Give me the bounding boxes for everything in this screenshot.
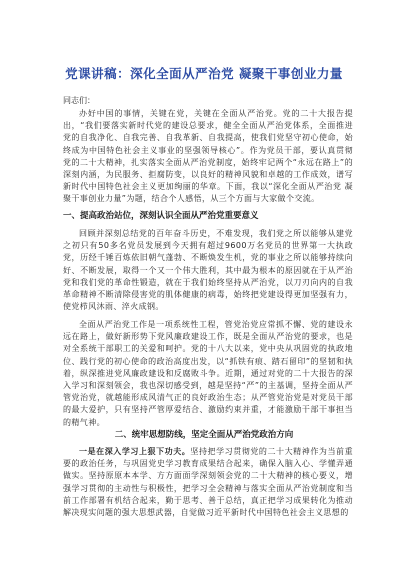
section2-paragraph-1 [63, 446, 353, 519]
section-heading-2: 二、统牢思想防线，坚定全面从严治党政治方向 [114, 430, 294, 440]
section1-paragraph-1: 回顾并深刻总结党的百年奋斗历史，不难发现，我们党之所以能够从建党之初只有50多名党员发展到今天拥有超过9600万名党员的世界第一大执政党，历经千锤百炼依旧朝气蓬勃、不断焕发生机，党的事业之所以能够持续向好、不断发展，取得一个又一个伟大胜利，其中最为根本的原因就在于从严治党和我们党的革命性锻造，就在于我们始终坚持从严治党，以刀刃向内的自我革命精神不断清除侵害党的肌体健康的病毒，始终把党建设得更加坚强有力，使党栉风沐雨、淬火成钢。 [63, 229, 353, 312]
section1-paragraph-2: 全面从严治党工作是一项系统性工程，管党治党应常抓不懈、党的建设永远在路上，做好新形势下党风廉政建设工作，既是全面从严治党的要求，也是对全系统干部职工的关爱和呵护。党的十八大以来，党中央从巩固党的执政地位、践行党的初心使命的政治高度出发，以“抓铁有痕、踏石留印”的坚韧和执着，纵深推进党风廉政建设和反腐败斗争。近期，通过对党的二十大报告的深入学习和深刻领会，我也深切感受到，越是坚持“严”的主基调，坚持全面从严管党治党，就越能形成风清气正的良好政治生态；从严管党治党是对党员干部的最大爱护，只有坚持严管厚爱结合、激励约束并重，才能激励干部干事担当的精气神。 [63, 320, 353, 427]
intro-paragraph: 办好中国的事情，关键在党，关键在全面从严治党。党的二十大报告提出，“我们要落实新时代党的建设总要求，健全全面从严治党体系，全面推进党的自我净化、自我完善、自我革新、自我提高，使我们党坚守初心使命，始终成为中国特色社会主义事业的坚强领导核心”。作为党员干部，要认真贯彻党的二十大精神，扎实落实全面从严治党制度，始终牢记两个“永远在路上”的深刻内涵，为民服务、拒腐防变，以良好的精神风貌和卓越的工作成效，谱写新时代中国特色社会主义更加绚丽的华章。下面，我以“深化全面从严治党 凝聚干事创业力量”为题，结合个人感悟，从三个方面与大家做个交流。 [63, 109, 353, 204]
section2-body: 为当前重要的政治任务，与巩固党史学习教育成果结合起来，确保入脑入心、学懂弄通做实。坚持原原本本学、方方面面学深刻领会党的二十大精神的核心要义，增强学习贯彻的主动性与积极性，把学习全会精神与落实全面从严治党制度和当前工作部署有机结合起来，勤于思考、善于总结，真正把学习成果转化为推动解决现实问题的强大思想武器，自觉做习近平新时代中国特色社会主义思想的 [63, 447, 353, 518]
greeting: 同志们： [63, 96, 95, 105]
subheading-rest: 坚持把学习贯彻党的二十大精神作 [190, 447, 319, 456]
section-heading-1: 一、提高政治站位，深刻认识全面从严治党重要意义 [63, 211, 259, 221]
subheading-lead: 一是在深入学习上狠下功夫。 [79, 447, 191, 456]
document-title: 党课讲稿：深化全面从严治党 凝聚干事创业力量 [65, 66, 343, 81]
